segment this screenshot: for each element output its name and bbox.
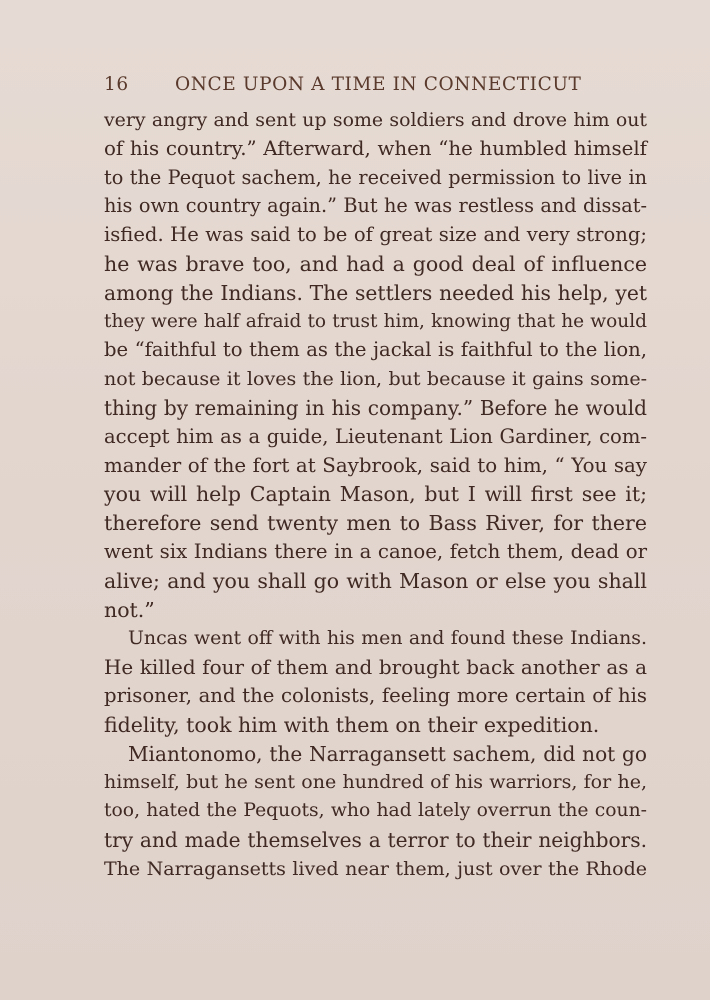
- text-line: not because it loves the lion, but because it gains some-: [104, 368, 647, 391]
- text-line: therefore send twenty men to Bass River, for there: [104, 511, 647, 536]
- text-line: The Narragansetts lived near them, just over the Rhode: [104, 857, 647, 880]
- text-line: accept him as a guide, Lieutenant Lion Gardiner, com-: [104, 424, 647, 448]
- text-line: isfied. He was said to be of great size and very strong;: [104, 223, 647, 247]
- text-line: prisoner, and the colonists, feeling more certain of his: [104, 683, 647, 707]
- text-line: alive; and you shall go with Mason or else you shall: [104, 568, 647, 593]
- text-line: you will help Captain Mason, but I will first see it;: [104, 482, 647, 507]
- text-line: Miantonomo, the Narragansett sachem, did not go: [128, 741, 647, 766]
- text-line: try and made themselves a terror to their neighbors.: [104, 827, 647, 852]
- text-line: of his country.” Afterward, when “he humbled himself: [104, 136, 647, 160]
- running-title: ONCE UPON A TIME IN CONNECTICUT: [175, 74, 582, 95]
- text-line: they were half afraid to trust him, knowing that he would: [104, 310, 647, 332]
- text-line: very angry and sent up some soldiers and drove him out: [104, 109, 647, 131]
- text-line: be “faithful to them as the jackal is faithful to the lion,: [104, 338, 647, 362]
- text-line: Uncas went off with his men and found these Indians.: [128, 627, 647, 650]
- text-line: He killed four of them and brought back another as a: [104, 655, 647, 680]
- page-header: [104, 74, 582, 100]
- body-text: [104, 106, 647, 884]
- text-line: too, hated the Pequots, who had lately overrun the coun-: [104, 800, 647, 822]
- text-line: went six Indians there in a canoe, fetch them, dead or: [104, 539, 647, 563]
- text-line: among the Indians. The settlers needed his help, yet: [104, 280, 647, 305]
- text-line: not.”: [104, 597, 155, 622]
- text-line: to the Pequot sachem, he received permission to live in: [104, 165, 647, 189]
- text-line: thing by remaining in his company.” Before he would: [104, 395, 647, 420]
- text-line: his own country again.” But he was restless and dissat-: [104, 194, 647, 218]
- text-line: mander of the fort at Saybrook, said to him, “ You say: [104, 453, 647, 477]
- text-line: himself, but he sent one hundred of his warriors, for he,: [104, 771, 647, 794]
- page-number: 16: [104, 74, 129, 95]
- text-line: he was brave too, and had a good deal of influence: [104, 251, 647, 276]
- text-line: fidelity, took him with them on their expedition.: [104, 712, 600, 737]
